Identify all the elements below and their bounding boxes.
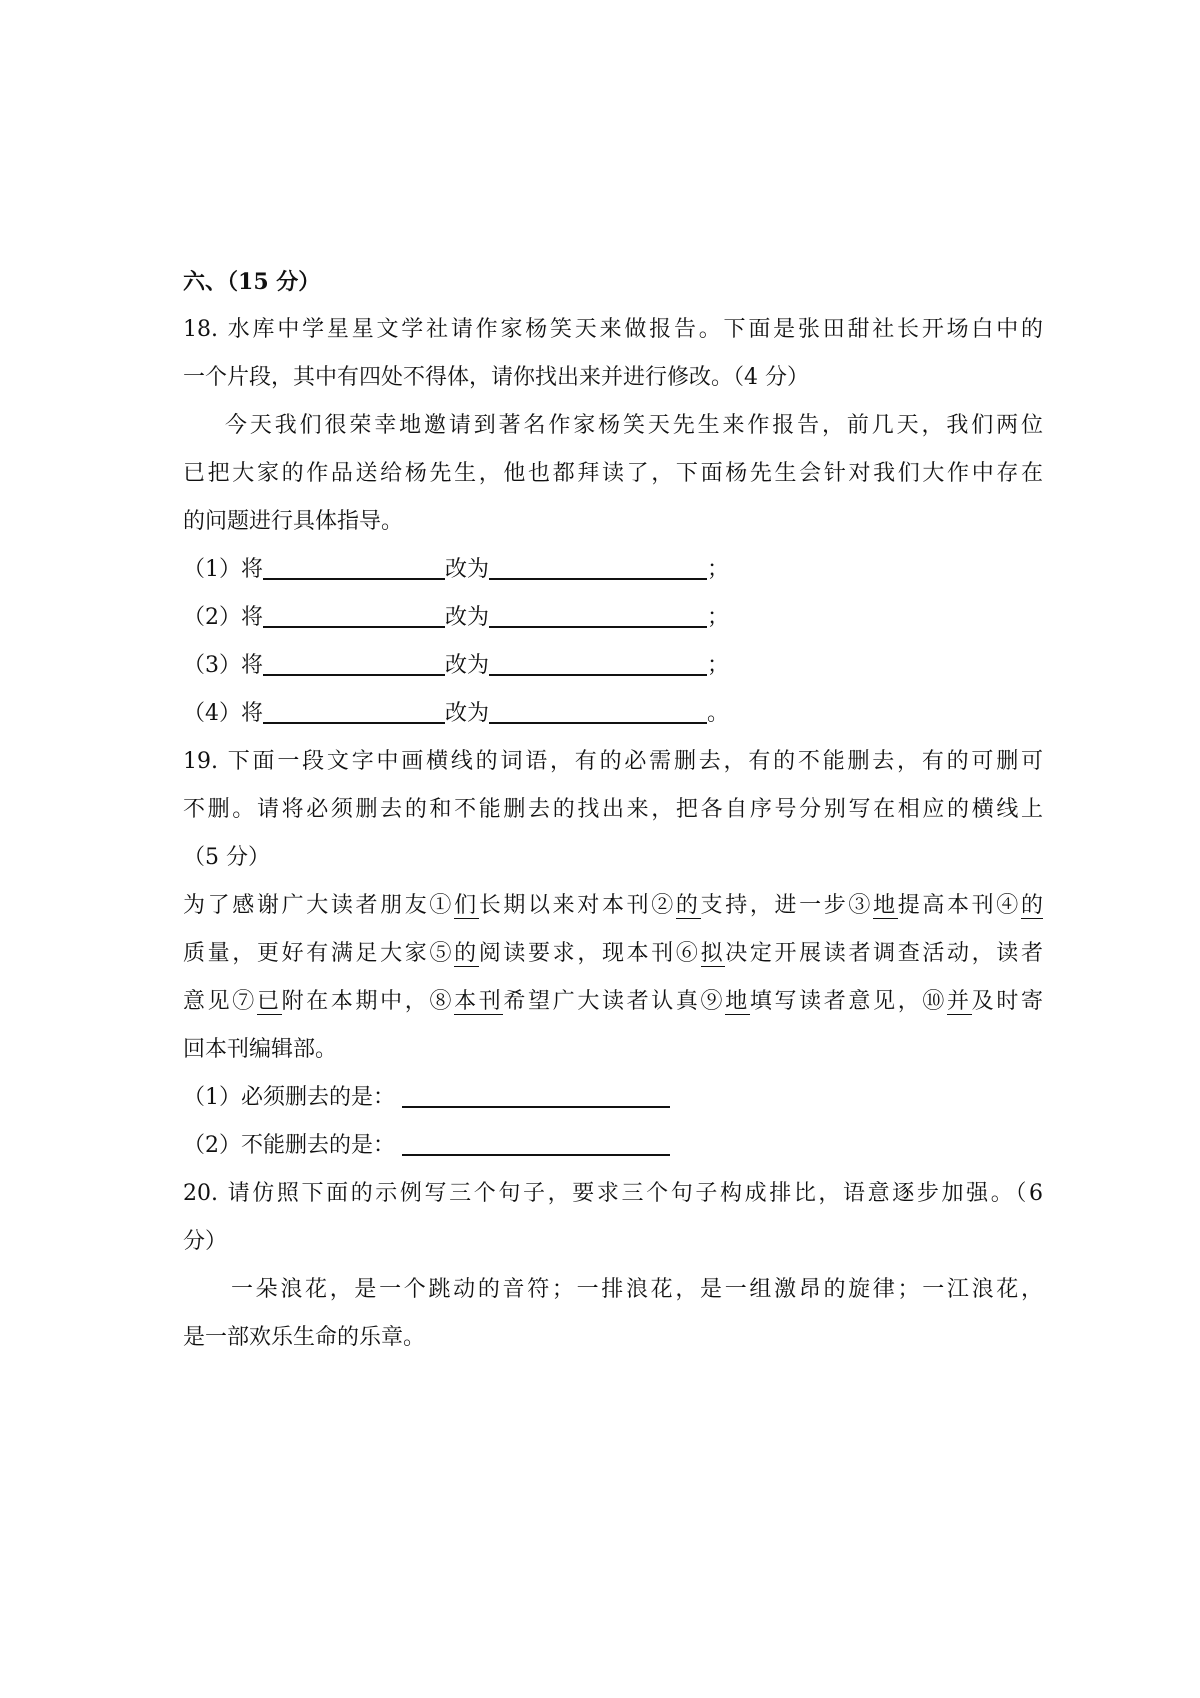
q19-prompt-line2 bbox=[183, 786, 1043, 834]
passage-text: 及时寄 bbox=[971, 989, 1043, 1014]
underlined-word: 们 bbox=[454, 893, 479, 918]
underlined-word: 的 bbox=[454, 941, 479, 966]
underlined-word: 的 bbox=[1020, 893, 1043, 918]
underlined-word: 的 bbox=[675, 893, 701, 918]
q19-passage-line4: 回本刊编辑部。 bbox=[183, 1037, 338, 1062]
underlined-word: 地 bbox=[873, 893, 898, 918]
passage-text: 希望广大读者认真⑨ bbox=[503, 989, 726, 1014]
passage-text: 为了感谢广大读者朋友① bbox=[183, 893, 455, 918]
q18-passage-line2 bbox=[183, 450, 1043, 498]
q18-passage-line2-text: 已把大家的作品送给杨先生，他也都拜读了，下面杨先生会针对我们大作中存在 bbox=[183, 461, 1043, 486]
answer-number: （2）将 bbox=[183, 605, 263, 630]
passage-text: 意见⑦ bbox=[183, 989, 257, 1014]
q18-line1-text: 18. 水库中学星星文学社请作家杨笑天来做报告。下面是张田甜社长开场白中的 bbox=[183, 317, 1043, 342]
underlined-word: 拟 bbox=[700, 941, 726, 966]
exam-content bbox=[183, 258, 1043, 1362]
q18-passage-line3: 的问题进行具体指导。 bbox=[183, 509, 404, 534]
answer-end-punct: ； bbox=[707, 653, 730, 678]
answer-number: （1）将 bbox=[183, 557, 263, 582]
underlined-word: 已 bbox=[256, 989, 282, 1014]
q19-passage-line1-text bbox=[183, 882, 1043, 930]
q18-answer-row bbox=[183, 546, 1043, 594]
answer-change-label: 改为 bbox=[445, 605, 490, 630]
q18-passage-line1-text: 今天我们很荣幸地邀请到著名作家杨笑天先生来作报告，前几天，我们两位 bbox=[225, 413, 1043, 438]
answer-number: （3）将 bbox=[183, 653, 263, 678]
q19-passage-line2-text bbox=[183, 930, 1043, 978]
underlined-word: 本刊 bbox=[454, 989, 504, 1014]
passage-text: 决定开展读者调查活动，读者 bbox=[725, 941, 1043, 966]
answer-blank-must-delete[interactable] bbox=[402, 1076, 670, 1108]
q19-passage-line2 bbox=[183, 930, 1043, 978]
q19-line2-text: 不删。请将必须删去的和不能删去的找出来，把各自序号分别写在相应的横线上 bbox=[183, 797, 1043, 822]
answer-blank-revised[interactable] bbox=[489, 548, 707, 580]
q20-example-line1 bbox=[183, 1266, 1043, 1314]
answer-label: （1）必须删去的是： bbox=[183, 1085, 395, 1110]
answer-end-punct: 。 bbox=[707, 701, 730, 726]
underlined-word: 地 bbox=[725, 989, 750, 1014]
answer-change-label: 改为 bbox=[445, 653, 490, 678]
passage-text: 提高本刊④ bbox=[897, 893, 1021, 918]
answer-change-label: 改为 bbox=[445, 701, 490, 726]
section-heading bbox=[183, 258, 1043, 306]
q18-answer-row bbox=[183, 690, 1043, 738]
q20-prompt-line2: 分） bbox=[183, 1229, 228, 1254]
answer-blank-original[interactable] bbox=[263, 596, 445, 628]
answer-blank-cannot-delete[interactable] bbox=[402, 1124, 670, 1156]
answer-blank-original[interactable] bbox=[263, 548, 445, 580]
q20-example-line2: 是一部欢乐生命的乐章。 bbox=[183, 1325, 426, 1350]
section-title-prefix: 六、（ bbox=[183, 269, 239, 295]
q19-passage-line3 bbox=[183, 978, 1043, 1026]
answer-blank-revised[interactable] bbox=[489, 596, 707, 628]
section-title-suffix: 分） bbox=[268, 269, 321, 295]
passage-text: 支持，进一步③ bbox=[700, 893, 874, 918]
section-score: 15 bbox=[238, 269, 269, 295]
underlined-word: 并 bbox=[947, 989, 972, 1014]
q20-example-line1-text: 一朵浪花，是一个跳动的音符；一排浪花，是一组激昂的旋律；一江浪花， bbox=[231, 1277, 1043, 1302]
q19-prompt-line3: （5 分） bbox=[183, 845, 270, 870]
q19-line1-text: 19. 下面一段文字中画横线的词语，有的必需删去，有的不能删去，有的可删可 bbox=[183, 749, 1043, 774]
passage-text: 长期以来对本刊② bbox=[478, 893, 676, 918]
answer-blank-original[interactable] bbox=[263, 644, 445, 676]
passage-text: 填写读者意见，⑩ bbox=[749, 989, 948, 1014]
passage-text: 阅读要求，现本刊⑥ bbox=[478, 941, 701, 966]
passage-text: 附在本期中，⑧ bbox=[281, 989, 455, 1014]
q18-answer-row bbox=[183, 594, 1043, 642]
answer-blank-original[interactable] bbox=[263, 692, 445, 724]
answer-blank-revised[interactable] bbox=[489, 692, 707, 724]
answer-number: （4）将 bbox=[183, 701, 263, 726]
q19-answer-row-delete bbox=[183, 1074, 1043, 1122]
q19-answer-row-keep bbox=[183, 1122, 1043, 1170]
answer-label: （2）不能删去的是： bbox=[183, 1133, 395, 1158]
q18-prompt-line2: 一个片段，其中有四处不得体，请你找出来并进行修改。（4 分） bbox=[183, 365, 809, 390]
answer-blank-revised[interactable] bbox=[489, 644, 707, 676]
answer-end-punct: ； bbox=[707, 557, 730, 582]
passage-text: 质量，更好有满足大家⑤ bbox=[183, 941, 455, 966]
q19-prompt-line1 bbox=[183, 738, 1043, 786]
q18-prompt-line1 bbox=[183, 306, 1043, 354]
answer-change-label: 改为 bbox=[445, 557, 490, 582]
q18-passage-line1 bbox=[183, 402, 1043, 450]
q18-answer-row bbox=[183, 642, 1043, 690]
q19-passage-line1 bbox=[183, 882, 1043, 930]
answer-end-punct: ； bbox=[707, 605, 730, 630]
q20-line1-text: 20. 请仿照下面的示例写三个句子，要求三个句子构成排比，语意逐步加强。（6 bbox=[183, 1181, 1043, 1206]
q20-prompt-line1 bbox=[183, 1170, 1043, 1218]
q19-passage-line3-text bbox=[183, 978, 1043, 1026]
